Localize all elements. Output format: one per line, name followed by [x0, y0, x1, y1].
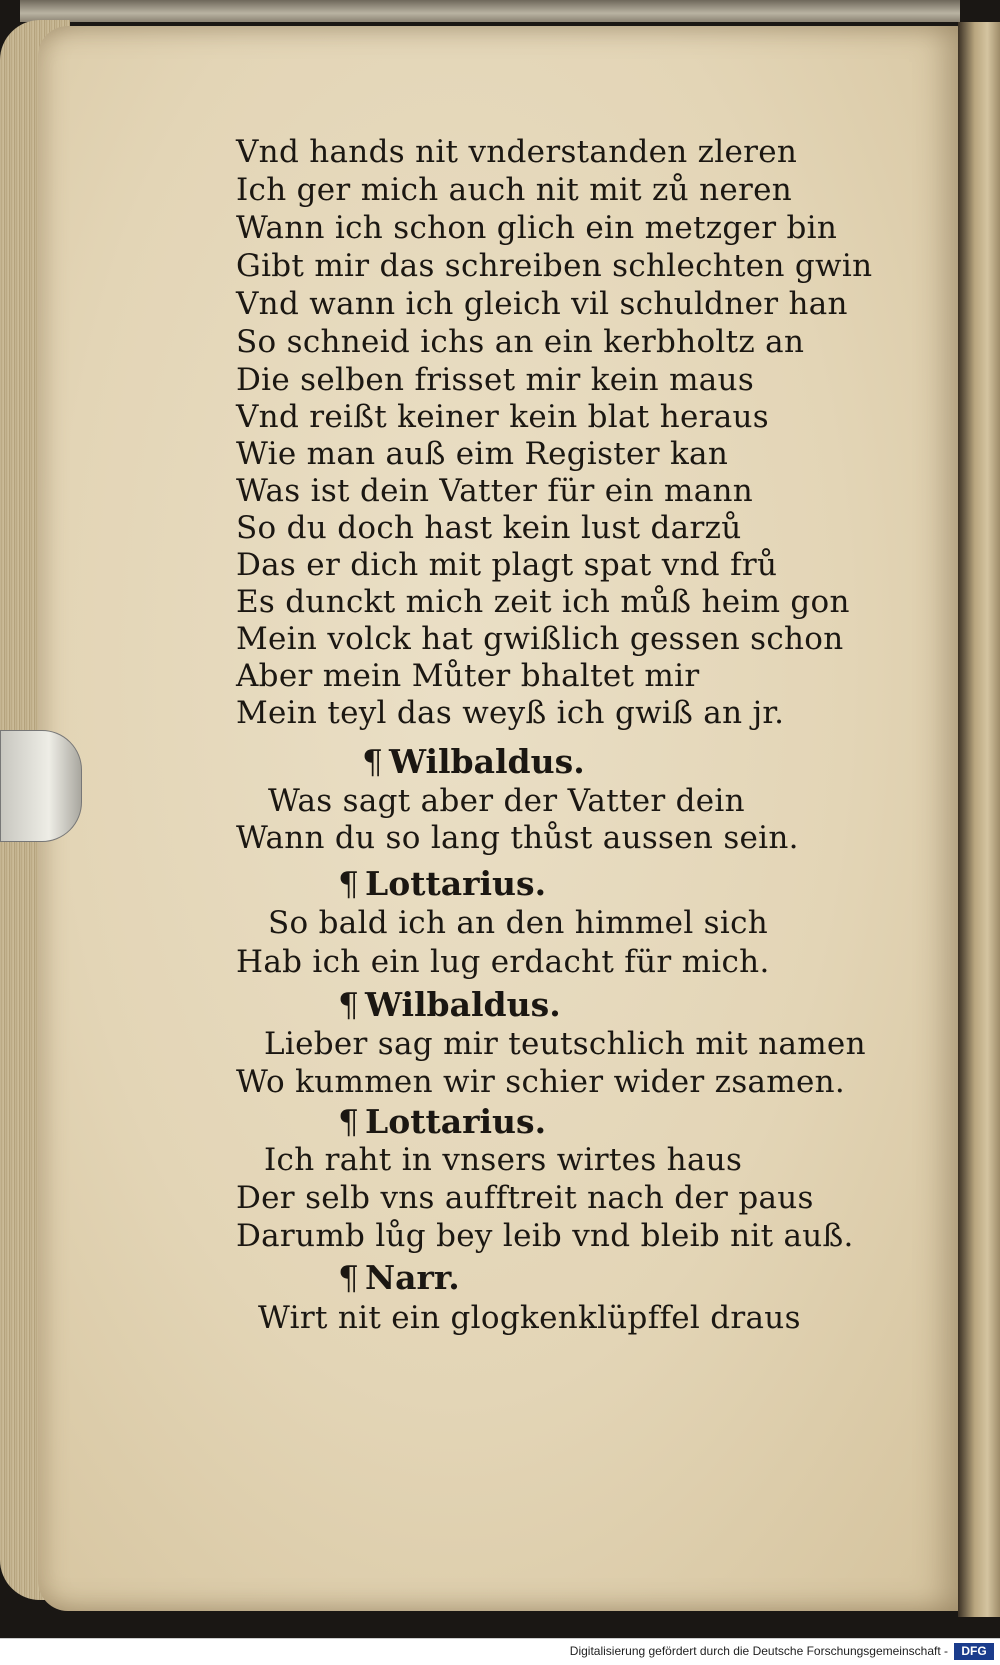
speaker-name: Wilbaldus.	[389, 742, 585, 781]
pilcrow-mark: ¶	[362, 742, 383, 781]
speaker-name: Wilbaldus.	[365, 985, 561, 1024]
speech-line: Hab ich ein lug erdacht für mich.	[236, 944, 770, 980]
funding-credit: Digitalisierung gefördert durch die Deutsche Forschungsgemeinschaft -	[569, 1644, 948, 1658]
speaker-heading	[362, 742, 585, 781]
speech-line: Darumb lůg bey leib vnd bleib nit auß.	[236, 1218, 854, 1254]
speaker-name: Narr.	[365, 1258, 460, 1297]
speaker-heading	[338, 985, 561, 1024]
speech-line: So bald ich an den himmel sich	[268, 905, 769, 941]
verse-line: Aber mein Můter bhaltet mir	[236, 658, 700, 694]
verse-line: So du doch hast kein lust darzů	[236, 510, 742, 546]
verse-line: Gibt mir das schreiben schlechten gwin	[236, 248, 873, 284]
speech-line: Wo kummen wir schier wider zsamen.	[236, 1064, 846, 1100]
verse-line: Mein teyl das weyß ich gwiß an jr.	[236, 695, 785, 731]
pilcrow-mark: ¶	[338, 1258, 359, 1297]
verse-line: Das er dich mit plagt spat vnd frů	[236, 547, 778, 583]
speech-line: Wann du so lang thůst aussen sein.	[236, 820, 799, 856]
verse-line: Vnd reißt keiner kein blat heraus	[236, 399, 769, 435]
verse-line: Die selben frisset mir kein maus	[236, 362, 755, 398]
speech-line: Wirt nit ein glogkenklüpffel draus	[258, 1300, 801, 1336]
speaker-name: Lottarius.	[365, 1102, 547, 1141]
verse-line: Vnd hands nit vnderstanden zleren	[236, 134, 798, 170]
verse-line: Mein volck hat gwißlich gessen schon	[236, 621, 844, 657]
verse-line: Es dunckt mich zeit ich můß heim gon	[236, 584, 850, 620]
footer-bar	[0, 1638, 1000, 1665]
speech-line: Der selb vns aufftreit nach der paus	[236, 1180, 814, 1216]
verse-line: Wann ich schon glich ein metzger bin	[236, 210, 838, 246]
verse-line: So schneid ichs an ein kerbholtz an	[236, 324, 805, 360]
speech-line: Ich raht in vnsers wirtes haus	[264, 1142, 743, 1178]
pilcrow-mark: ¶	[338, 1102, 359, 1141]
pilcrow-mark: ¶	[338, 985, 359, 1024]
speaker-name: Lottarius.	[365, 864, 547, 903]
speech-line: Lieber sag mir teutschlich mit namen	[264, 1026, 866, 1062]
dfg-logo: DFG	[954, 1643, 994, 1660]
speaker-heading	[338, 864, 546, 903]
speaker-heading	[338, 1102, 546, 1141]
speech-line: Was sagt aber der Vatter dein	[268, 783, 745, 819]
speaker-heading	[338, 1258, 460, 1297]
verse-line: Was ist dein Vatter für ein mann	[236, 473, 754, 509]
verse-line: Wie man auß eim Register kan	[236, 436, 729, 472]
verse-line: Vnd wann ich gleich vil schuldner han	[236, 286, 848, 322]
verse-line: Ich ger mich auch nit mit zů neren	[236, 172, 793, 208]
pilcrow-mark: ¶	[338, 864, 359, 903]
